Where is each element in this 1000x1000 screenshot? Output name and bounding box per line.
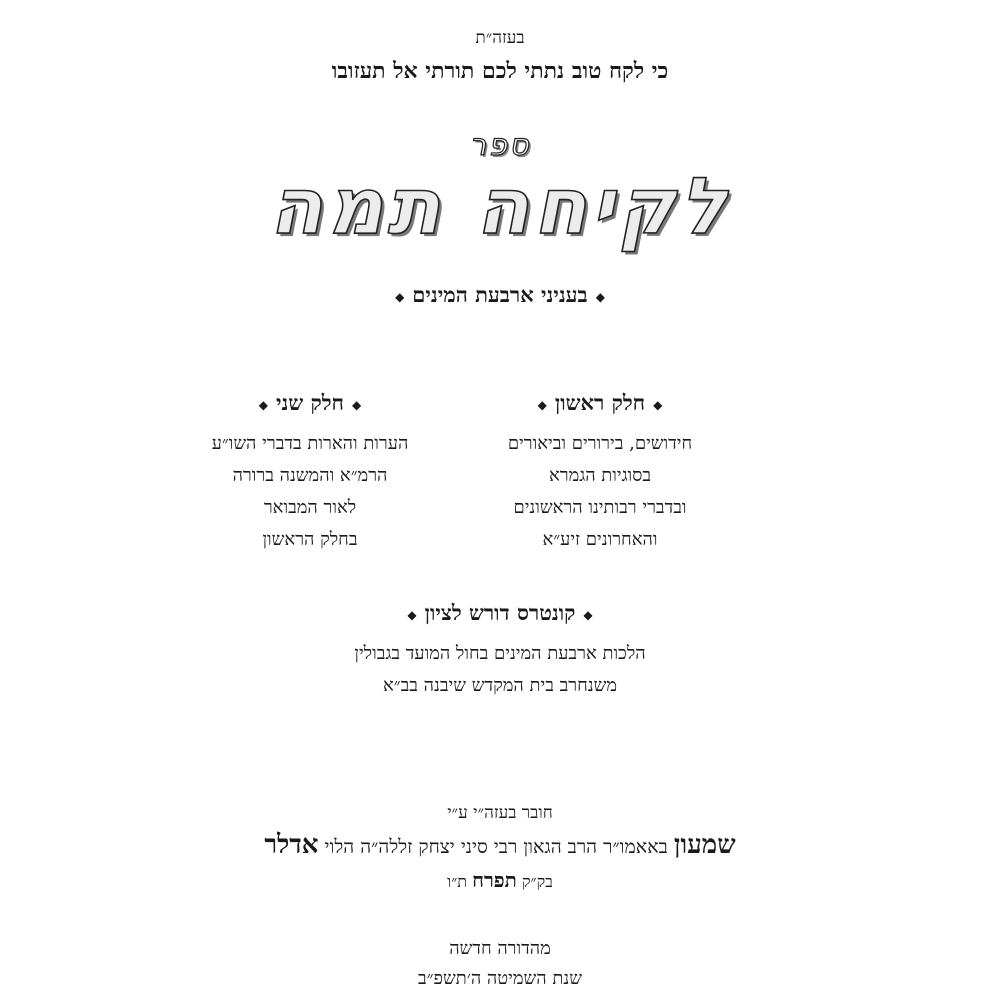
part-two-section xyxy=(160,390,460,556)
part-two-heading xyxy=(160,390,460,416)
book-title: לקיחה תמה xyxy=(269,162,731,252)
book-subtitle xyxy=(0,282,1000,308)
diamond-icon: ◆ xyxy=(407,607,417,622)
part-one-heading-text: חלק ראשון xyxy=(554,390,646,415)
edition-label: מהדורה חדשה xyxy=(449,938,551,959)
kuntres-line: משנחרב בית המקדש שיבנה בב״א xyxy=(382,675,618,696)
part-one-line: ובדברי רבותינו הראשונים xyxy=(513,497,687,518)
author-lineage: באאמו״ר הרב הגאון רבי סיני יצחק זללה״ה הלוי xyxy=(324,836,668,858)
author-name-line xyxy=(0,830,1000,860)
place-suffix: ת״ו xyxy=(447,872,468,891)
opening-verse: כי לקח טוב נתתי לכם תורתי אל תעזובו xyxy=(331,58,669,84)
part-two-line: בחלק הראשון xyxy=(262,529,358,550)
place-name: תפרח xyxy=(472,868,517,892)
diamond-icon: ◆ xyxy=(537,397,547,412)
diamond-icon: ◆ xyxy=(395,289,405,304)
diamond-icon: ◆ xyxy=(258,397,268,412)
author-intro: חובר בעזה״י ע״י xyxy=(447,803,553,823)
subtitle-text: בעניני ארבעת המינים xyxy=(412,282,588,307)
part-two-line: לאור המבואר xyxy=(263,497,357,518)
part-one-line: חידושים, בירורים וביאורים xyxy=(507,433,693,454)
diamond-icon: ◆ xyxy=(653,397,663,412)
kuntres-heading-text: קונטרס דורש לציון xyxy=(424,600,576,625)
part-one-line: והאחרונים זיע״א xyxy=(542,529,658,550)
part-two-line: הרמ״א והמשנה ברורה xyxy=(232,465,388,486)
diamond-icon: ◆ xyxy=(583,607,593,622)
part-two-heading-text: חלק שני xyxy=(275,390,344,415)
besiyata-dishmaya: בעזה״ת xyxy=(475,28,525,48)
part-two-line: הערות והארות בדברי השו״ע xyxy=(211,433,409,454)
diamond-icon: ◆ xyxy=(352,397,362,412)
sefer-label: ספר xyxy=(469,128,531,163)
place-prefix: בק״ק xyxy=(521,872,553,891)
diamond-icon: ◆ xyxy=(595,289,605,304)
part-one-section xyxy=(450,390,750,556)
part-one-heading xyxy=(450,390,750,416)
author-last-name: אדלר xyxy=(264,830,319,860)
kuntres-heading xyxy=(0,600,1000,626)
part-one-line: בסוגיות הגמרא xyxy=(548,465,652,486)
author-place-line xyxy=(0,868,1000,893)
kuntres-section xyxy=(0,600,1000,702)
author-first-name: שמעון xyxy=(673,830,736,860)
kuntres-line: הלכות ארבעת המינים בחול המועד בגבולין xyxy=(354,643,646,664)
publication-year: שנת השמיטה ה׳תשפ״ב xyxy=(418,968,582,989)
